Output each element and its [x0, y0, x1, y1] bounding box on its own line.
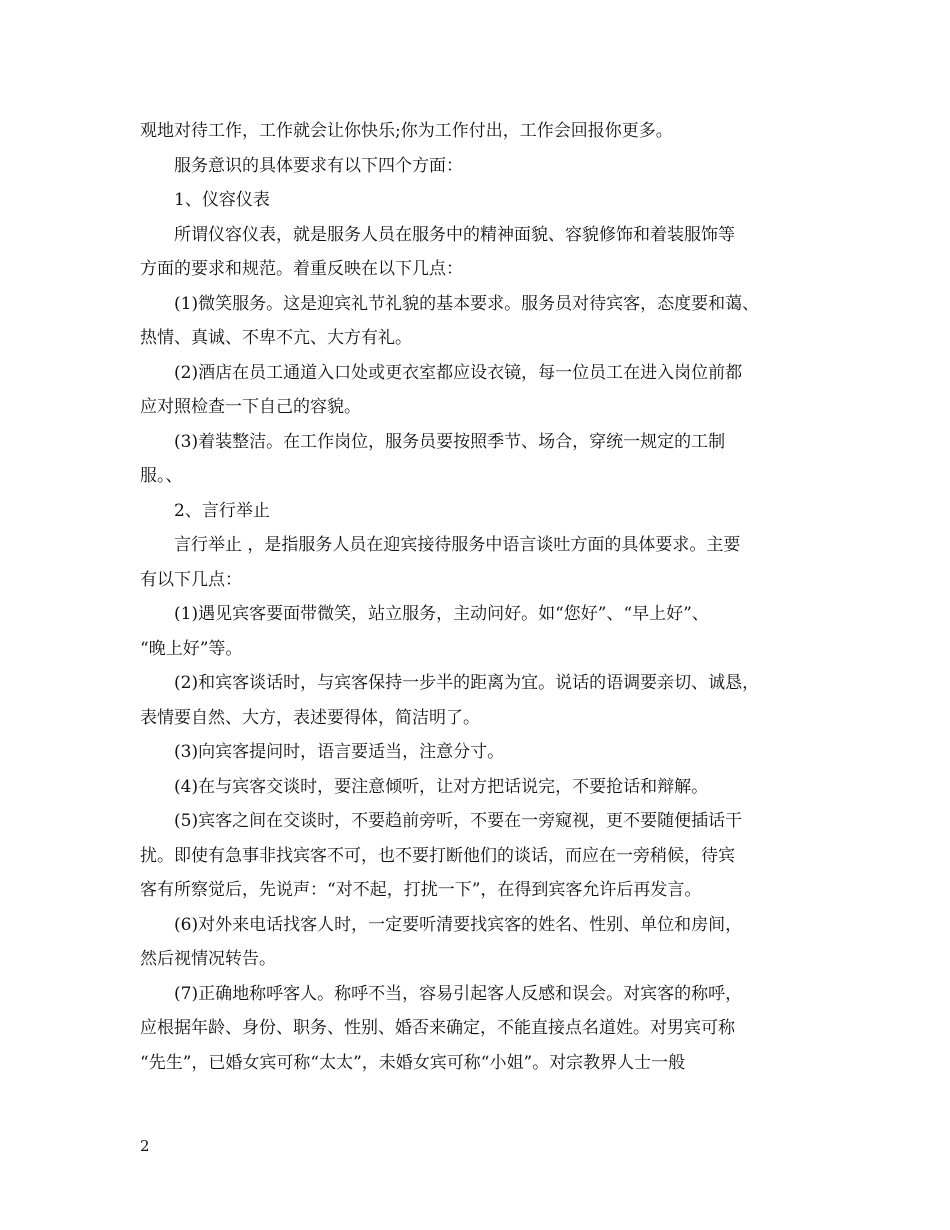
text-line: 扰。即使有急事非找宾客不可，也不要打断他们的谈话，而应在一旁稍候，待宾 — [140, 845, 735, 866]
text-line: 2、言行举止 — [174, 500, 270, 521]
text-line: 方面的要求和规范。着重反映在以下几点： — [140, 259, 463, 279]
text-line: (2)和宾客谈话时，与宾客保持一步半的距离为宜。说话的语调要亲切、诚恳， — [174, 673, 760, 693]
text-line: 1、仪容仪表 — [174, 190, 270, 210]
text-line: 然后视情况转告。 — [140, 949, 276, 969]
text-line: 表情要自然、大方，表述要得体，简洁明了。 — [140, 707, 480, 728]
text-line: (1)微笑服务。这是迎宾礼节礼貌的基本要求。服务员对待宾客，态度要和蔼、 — [174, 293, 760, 314]
text-line: “晚上好”等。 — [140, 638, 243, 659]
text-line: (4)在与宾客交谈时，要注意倾听，让对方把话说完，不要抢话和辩解。 — [174, 776, 709, 797]
text-line: (7)正确地称呼客人。称呼不当，容易引起客人反感和误会。对宾客的称呼， — [174, 983, 743, 1004]
text-line: 客有所察觉后，先说声：“对不起，打扰一下”，在得到宾客允许后再发言。 — [140, 880, 702, 900]
text-line: 所谓仪容仪表，就是服务人员在服务中的精神面貌、容貌修饰和着装服饰等 — [174, 224, 735, 245]
text-line: 应根据年龄、身份、职务、性别、婚否来确定，不能直接点名道姓。对男宾可称 — [140, 1018, 735, 1038]
text-line: (3)向宾客提问时，语言要适当，注意分寸。 — [174, 742, 505, 762]
text-line: (5)宾客之间在交谈时，不要趋前旁听，不要在一旁窥视，更不要随便插话干 — [174, 811, 743, 831]
text-line: (6)对外来电话找客人时，一定要听清要找宾客的姓名、性别、单位和房间， — [174, 914, 743, 935]
body-text — [140, 114, 820, 1080]
text-line: (3)着装整洁。在工作岗位，服务员要按照季节、场合，穿统一规定的工制 — [174, 431, 726, 452]
text-line: (2)酒店在员工通道入口处或更衣室都应设衣镜，每一位员工在进入岗位前都 — [174, 362, 743, 383]
text-line: (1)遇见宾客要面带微笑，站立服务，主动问好。如“您好”、“早上好”、 — [174, 604, 709, 624]
text-line: 热情、真诚、不卑不亢、大方有礼。 — [140, 328, 412, 348]
text-line: 言行举止 ，是指服务人员在迎宾接待服务中语言谈吐方面的具体要求。主要 — [174, 535, 741, 555]
text-line: 服务意识的具体要求有以下四个方面： — [174, 155, 463, 176]
page-number: 2 — [140, 1137, 150, 1155]
text-line: 有以下几点： — [140, 569, 242, 590]
text-line: 服。、 — [140, 466, 183, 486]
text-line: “先生”，已婚女宾可称“太太”，未婚女宾可称“小姐”。对宗教界人士一般 — [140, 1052, 686, 1073]
text-line: 观地对待工作，工作就会让你快乐;你为工作付出，工作会回报你更多。 — [140, 121, 673, 141]
text-line: 应对照检查一下自己的容貌。 — [140, 397, 361, 417]
